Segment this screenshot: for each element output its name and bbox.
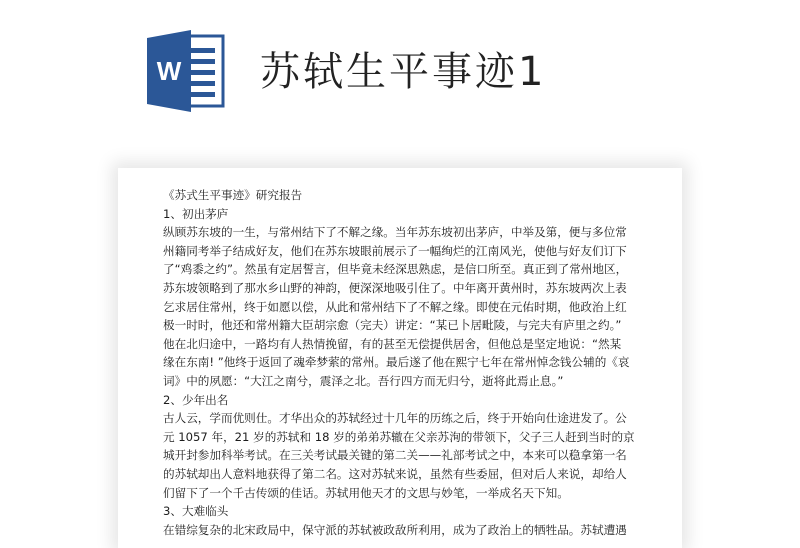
- paragraph-line: 乞求居住常州，终于如愿以偿，从此和常州结下了不解之缘。即使在元佑时期，他政治上红: [163, 299, 627, 314]
- word-document-icon: [145, 28, 227, 114]
- paragraph-line: 极一时时，他还和常州籍大臣胡宗愈（完夫）讲定：“某已卜居毗陵，与完夫有庐里之约。”: [163, 318, 622, 333]
- document-title: 苏轼生平事迹1: [260, 49, 547, 95]
- paragraph-line: 词》中的夙愿：“大江之南兮，震泽之北。吾行四方而无归兮，逝将此焉止息。”: [163, 373, 564, 388]
- paragraph-line: 苏东坡领略到了那水乡山野的神韵，便深深地吸引住了。中年离开黄州时，苏东坡两次上表: [163, 280, 627, 295]
- paragraph-line: 缘在东南! ”他终于返回了魂牵梦萦的常州。最后遂了他在熙宁七年在常州悼念钱公辅的《哀: [163, 355, 630, 370]
- logo-letter: W: [156, 56, 182, 86]
- paragraph-line: 古人云，学而优则仕。才华出众的苏轼经过十几年的历练之后，终于开始向仕途进发了。公: [163, 411, 627, 426]
- paragraph-line: 州籍同考举子结成好友，他们在苏东坡眼前展示了一幅绚烂的江南风光，使他与好友们订下: [163, 243, 627, 258]
- paragraph-line: 们留下了一个千古传颂的佳话。苏轼用他天才的文思与妙笔，一举成名天下知。: [163, 485, 569, 500]
- section-heading: 2、少年出名: [163, 392, 229, 407]
- document-body: [163, 186, 649, 539]
- paragraph-line: 城开封参加科举考试。在三关考试最关键的第二关——礼部考试之中，本来可以稳拿第一名: [163, 448, 627, 463]
- paragraph-line: 纵顾苏东坡的一生，与常州结下了不解之缘。当年苏东坡初出茅庐，中举及第，便与多位常: [163, 225, 627, 240]
- paragraph-line: 元 1057 年，21 岁的苏轼和 18 岁的弟弟苏辙在父亲苏洵的带领下，父子三人赶到当时的京: [163, 429, 635, 444]
- report-title: 《苏式生平事迹》研究报告: [163, 188, 303, 202]
- section-heading: 1、初出茅庐: [163, 206, 229, 221]
- paragraph-line: 在错综复杂的北宋政局中，保守派的苏轼被政敌所利用，成为了政治上的牺牲品。苏轼遭遇: [163, 522, 627, 537]
- paragraph-line: 他在北归途中，一路均有人热情挽留，有的甚至无偿提供居舍，但他总是坚定地说：“然某: [163, 336, 622, 351]
- paragraph-line: 了“鸡黍之约”。然虽有定居誓言，但毕竟未经深思熟虑，是信口所至。真正到了常州地区，: [163, 262, 628, 277]
- paragraph-line: 的苏轼却出人意料地获得了第二名。这对苏轼来说，虽然有些委屈，但对后人来说，却给人: [163, 466, 627, 481]
- section-heading: 3、大难临头: [163, 504, 229, 519]
